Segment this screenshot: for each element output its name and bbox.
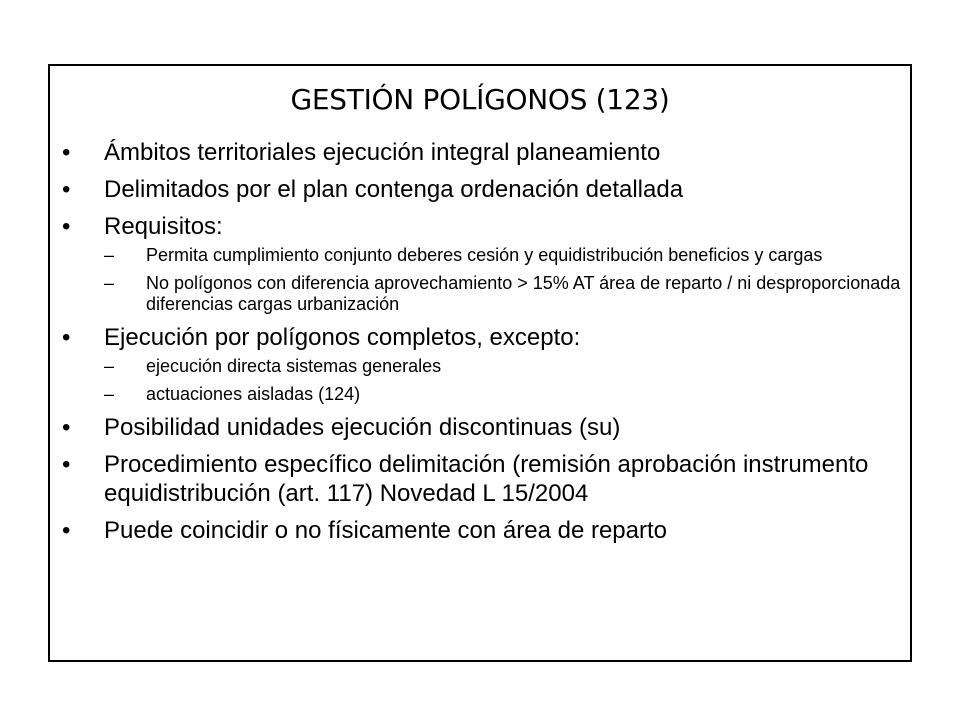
- slide-title: GESTIÓN POLÍGONOS (123): [290, 83, 670, 116]
- bullet-marker: •: [62, 414, 71, 441]
- bullet-marker: •: [62, 451, 71, 478]
- bullet-item: [62, 450, 914, 508]
- bullet-list: [62, 138, 914, 553]
- sub-text: ejecución directa sistemas generales: [146, 356, 442, 376]
- bullet-marker: •: [62, 139, 71, 166]
- bullet-item: [62, 175, 914, 204]
- bullet-marker: •: [62, 517, 71, 544]
- bullet-text: Puede coincidir o no físicamente con área de reparto: [104, 517, 668, 544]
- bullet-marker: •: [62, 324, 71, 351]
- sub-item: [104, 356, 914, 377]
- bullet-text: Ejecución por polígonos completos, excepto:: [104, 324, 581, 351]
- sub-list: [104, 245, 914, 315]
- sub-marker: –: [104, 273, 115, 293]
- sub-list: [104, 356, 914, 405]
- bullet-item: [62, 323, 914, 405]
- bullet-item: [62, 138, 914, 167]
- sub-marker: –: [104, 245, 115, 265]
- bullet-item: [62, 516, 914, 545]
- bullet-marker: •: [62, 213, 71, 240]
- bullet-item: [62, 413, 914, 442]
- sub-item: [104, 245, 914, 266]
- sub-text: Permita cumplimiento conjunto deberes cesión y equidistribución beneficios y cargas: [146, 245, 823, 265]
- bullet-text: Procedimiento específico delimitación (remisión aprobación instrumento equidistribución (art. 117) Novedad L 15/2004: [104, 451, 869, 507]
- sub-text: No polígonos con diferencia aprovechamiento > 15% AT área de reparto / ni desproporcionada diferencias cargas urbanización: [146, 273, 901, 314]
- sub-text: actuaciones aisladas (124): [146, 384, 361, 404]
- bullet-item: [62, 212, 914, 315]
- sub-marker: –: [104, 384, 115, 404]
- sub-marker: –: [104, 356, 115, 376]
- bullet-marker: •: [62, 176, 71, 203]
- bullet-text: Ámbitos territoriales ejecución integral planeamiento: [104, 139, 661, 166]
- sub-item: [104, 273, 914, 315]
- bullet-text: Requisitos:: [104, 213, 223, 240]
- sub-item: [104, 384, 914, 405]
- bullet-text: Delimitados por el plan contenga ordenación detallada: [104, 176, 684, 203]
- bullet-text: Posibilidad unidades ejecución discontinuas (su): [104, 414, 621, 441]
